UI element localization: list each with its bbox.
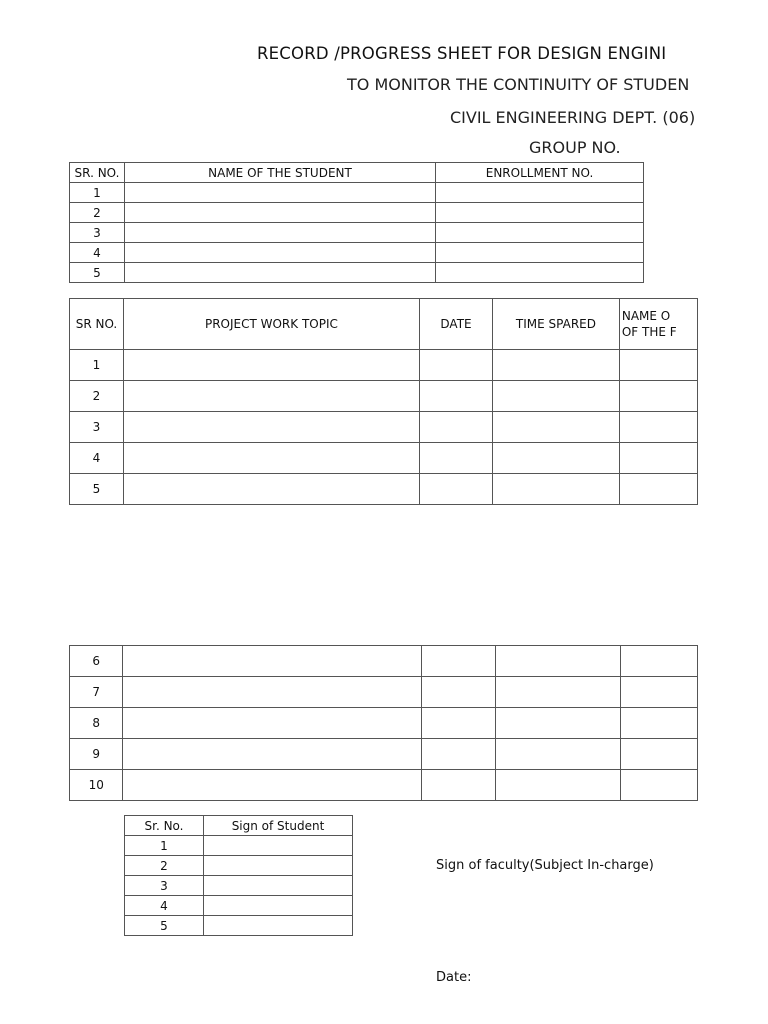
table-row [70, 223, 644, 243]
time-cell[interactable] [495, 677, 621, 708]
column-header-name-of-faculty [619, 299, 697, 350]
column-header: TIME SPARED [493, 299, 620, 350]
column-header: SR. NO. [70, 163, 125, 183]
row-number: 5 [70, 474, 124, 505]
time-cell[interactable] [493, 412, 620, 443]
time-cell[interactable] [495, 770, 621, 801]
table-header-row [125, 816, 353, 836]
row-number: 1 [125, 836, 204, 856]
row-number: 3 [70, 412, 124, 443]
table-row [125, 856, 353, 876]
topic-cell[interactable] [123, 770, 421, 801]
name-cell[interactable] [619, 381, 697, 412]
date-label: Date: [436, 970, 472, 985]
column-header: PROJECT WORK TOPIC [123, 299, 419, 350]
topic-cell[interactable] [123, 381, 419, 412]
row-number: 2 [70, 381, 124, 412]
row-number: 4 [125, 896, 204, 916]
time-cell[interactable] [493, 474, 620, 505]
table-row [70, 646, 698, 677]
name-cell[interactable] [621, 677, 698, 708]
work-table-continued [69, 645, 698, 801]
table-row [70, 381, 698, 412]
name-cell[interactable] [621, 770, 698, 801]
table-row [70, 203, 644, 223]
topic-cell[interactable] [123, 474, 419, 505]
student-name-cell[interactable] [125, 183, 436, 203]
date-cell[interactable] [419, 443, 492, 474]
table-row [70, 443, 698, 474]
signature-cell[interactable] [204, 916, 353, 936]
signature-cell[interactable] [204, 856, 353, 876]
table-row [70, 739, 698, 770]
time-cell[interactable] [493, 350, 620, 381]
table-row [125, 876, 353, 896]
date-cell[interactable] [421, 708, 495, 739]
name-cell[interactable] [621, 708, 698, 739]
topic-cell[interactable] [123, 350, 419, 381]
header-line: NAME O [621, 309, 671, 323]
row-number: 10 [70, 770, 123, 801]
column-header: Sign of Student [204, 816, 353, 836]
table-row [125, 836, 353, 856]
table-row [70, 677, 698, 708]
enrollment-cell[interactable] [436, 203, 644, 223]
enrollment-cell[interactable] [436, 243, 644, 263]
date-cell[interactable] [419, 350, 492, 381]
signature-cell[interactable] [204, 896, 353, 916]
name-cell[interactable] [619, 350, 697, 381]
table-row [70, 183, 644, 203]
name-cell[interactable] [621, 739, 698, 770]
enrollment-cell[interactable] [436, 223, 644, 243]
student-sign-table [124, 815, 353, 936]
student-name-cell[interactable] [125, 223, 436, 243]
date-cell[interactable] [421, 770, 495, 801]
table-row [70, 412, 698, 443]
date-cell[interactable] [419, 412, 492, 443]
row-number: 2 [125, 856, 204, 876]
row-number: 1 [70, 350, 124, 381]
time-cell[interactable] [495, 708, 621, 739]
row-number: 4 [70, 243, 125, 263]
topic-cell[interactable] [123, 739, 421, 770]
row-number: 6 [70, 646, 123, 677]
date-cell[interactable] [421, 739, 495, 770]
table-row [70, 243, 644, 263]
table-row [70, 708, 698, 739]
time-cell[interactable] [493, 443, 620, 474]
column-header: Sr. No. [125, 816, 204, 836]
row-number: 8 [70, 708, 123, 739]
department-label: CIVIL ENGINEERING DEPT. (06) [450, 108, 696, 127]
name-cell[interactable] [621, 646, 698, 677]
row-number: 5 [70, 263, 125, 283]
topic-cell[interactable] [123, 412, 419, 443]
table-row [70, 770, 698, 801]
row-number: 3 [70, 223, 125, 243]
name-cell[interactable] [619, 412, 697, 443]
signature-cell[interactable] [204, 836, 353, 856]
column-header: SR NO. [70, 299, 124, 350]
column-header: NAME OF THE STUDENT [125, 163, 436, 183]
row-number: 9 [70, 739, 123, 770]
table-row [125, 916, 353, 936]
date-cell[interactable] [421, 646, 495, 677]
date-cell[interactable] [419, 474, 492, 505]
time-cell[interactable] [493, 381, 620, 412]
name-cell[interactable] [619, 443, 697, 474]
topic-cell[interactable] [123, 443, 419, 474]
table-row [70, 474, 698, 505]
work-table [69, 298, 698, 505]
group-label: GROUP NO. [529, 138, 621, 157]
row-number: 7 [70, 677, 123, 708]
row-number: 2 [70, 203, 125, 223]
date-cell[interactable] [419, 381, 492, 412]
page-title: RECORD /PROGRESS SHEET FOR DESIGN ENGINI [257, 44, 667, 63]
date-cell[interactable] [421, 677, 495, 708]
time-cell[interactable] [495, 646, 621, 677]
enrollment-cell[interactable] [436, 263, 644, 283]
signature-cell[interactable] [204, 876, 353, 896]
table-header-row [70, 299, 698, 350]
students-table [69, 162, 644, 283]
topic-cell[interactable] [123, 646, 421, 677]
name-cell[interactable] [619, 474, 697, 505]
enrollment-cell[interactable] [436, 183, 644, 203]
header-line: OF THE F [621, 325, 677, 339]
row-number: 3 [125, 876, 204, 896]
row-number: 1 [70, 183, 125, 203]
table-row [70, 350, 698, 381]
column-header: DATE [419, 299, 492, 350]
table-header-row [70, 163, 644, 183]
column-header: ENROLLMENT NO. [436, 163, 644, 183]
row-number: 5 [125, 916, 204, 936]
student-name-cell[interactable] [125, 243, 436, 263]
topic-cell[interactable] [123, 677, 421, 708]
faculty-sign-label: Sign of faculty(Subject In-charge) [436, 858, 654, 873]
time-cell[interactable] [495, 739, 621, 770]
row-number: 4 [70, 443, 124, 474]
student-name-cell[interactable] [125, 203, 436, 223]
table-row [125, 896, 353, 916]
table-row [70, 263, 644, 283]
student-name-cell[interactable] [125, 263, 436, 283]
topic-cell[interactable] [123, 708, 421, 739]
page-subtitle: TO MONITOR THE CONTINUITY OF STUDEN [347, 75, 690, 94]
